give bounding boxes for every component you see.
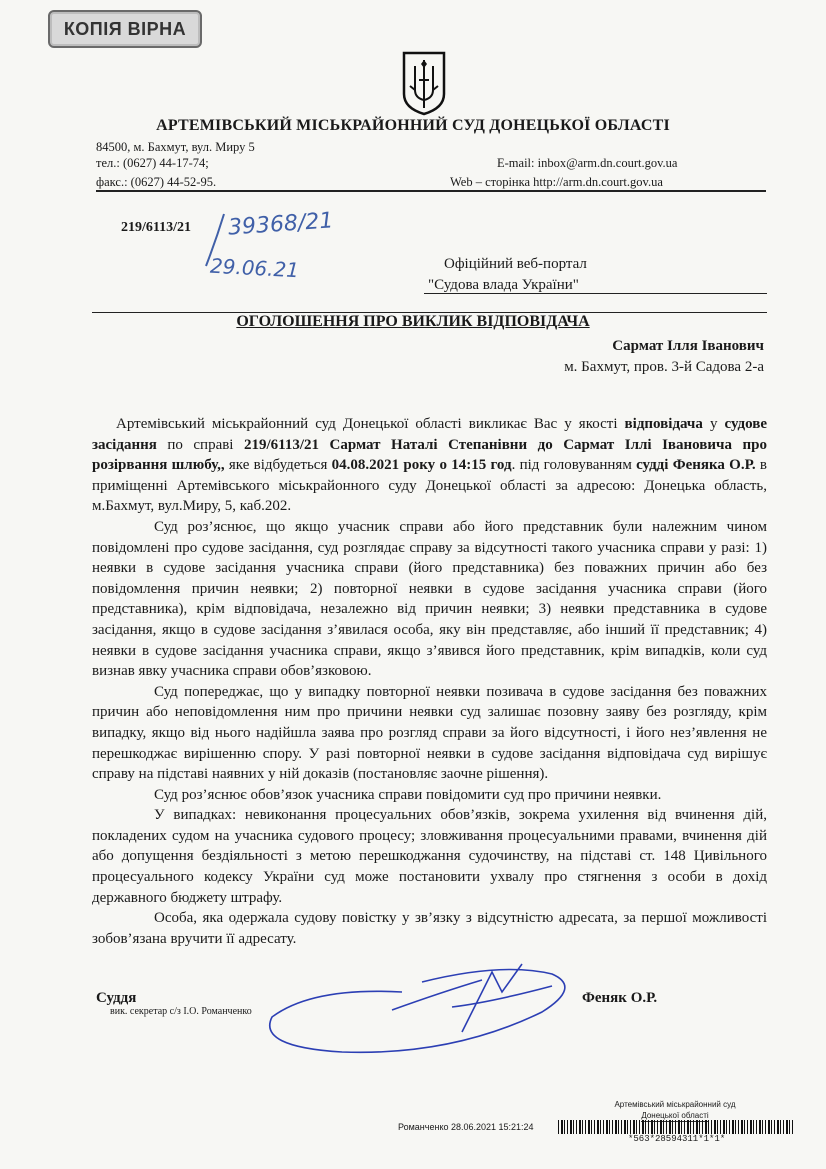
judge-name: Феняк О.Р. — [582, 990, 658, 1006]
paragraph-fine: У випадках: невиконання процесуальних обов’язків, зокрема ухилення від вчинення дій, покладених судом на учасника судового процесу; зловживання процесуальними правами, вчинення дій або допущення бездіяльності з метою перешкоджання судочинству, на підставі ст. 148 Цивільного процесуального кодексу України суд може постановити ухвалу про стягнення з особи в дохід державного бюджету штрафу. — [92, 807, 767, 906]
notice-heading: ОГОЛОШЕННЯ ПРО ВИКЛИК ВІДПОВІДАЧА — [236, 313, 590, 330]
handwritten-reg-number: 39368/21 — [227, 208, 335, 241]
paragraph-warning: Суд попереджає, що у випадку повторної неявки позивача в судове засідання без поважних причин або неповідомлення ним про причини неявки суд залишає позовну заяву без розгляду, крім випадку, якщо від нього надійшла заява про розгляд справи за його відсутності, і його нез’явлення не перешкоджає вирішенню спору. У разі повторної неявки в судове засідання відповідача суд вирішує справу на підставі наявних у ній доказів (постановляє заочне рішення). — [92, 683, 767, 783]
addressee-address: м. Бахмут, пров. 3-й Садова 2-а — [564, 359, 764, 375]
text-fragment: відповідача — [624, 416, 703, 432]
case-number: 219/6113/21 — [121, 220, 192, 235]
court-name: АРТЕМІВСЬКИЙ МІСЬКРАЙОННИЙ СУД ДОНЕЦЬКОЇ ОБЛАСТІ — [156, 117, 670, 134]
copy-certified-stamp: КОПІЯ ВІРНА — [48, 10, 202, 48]
secretary-line: вик. секретар с/з І.О. Романченко — [110, 1006, 252, 1017]
text-fragment: яке відбудеться — [224, 457, 332, 474]
addressee-name: Сармат Ілля Іванович — [612, 338, 764, 354]
court-website: Web – сторінка http://arm.dn.court.gov.ua — [450, 175, 663, 189]
text-fragment: в приміщенні Артемівського міськрайонного суду Донецької області за адресою: Донецька область, м.Бахмут, вул.Миру, 5, каб.202. — [92, 457, 767, 515]
recipient-block — [428, 254, 587, 296]
text-fragment: 219/6113/21 Сармат Наталі Степанівни до Сармат Іллі Івановича про розірвання шлюбу,, — [92, 436, 767, 474]
text-fragment: судді Феняка О.Р. — [636, 457, 756, 474]
header-divider — [96, 190, 766, 192]
handwritten-signature — [252, 952, 592, 1060]
paragraph-duty: Суд роз’яснює обов’язок учасника справи повідомити суд про причини неявки. — [154, 786, 662, 803]
recipient-line2: "Судова влада України" — [428, 277, 579, 293]
handwritten-date: 29.06.21 — [209, 253, 300, 283]
coat-of-arms-icon — [401, 50, 447, 116]
text-fragment: у — [702, 416, 725, 432]
text-fragment: . під головуванням — [511, 457, 637, 474]
recipient-line1: Офіційний веб-портал — [444, 256, 587, 272]
footer-court-line2: Донецької області — [641, 1111, 709, 1120]
footer-court-line1: Артемівський міськрайонний суд — [614, 1100, 736, 1109]
text-fragment: Артемівський міськрайонний суд Донецької області викликає Вас у якості — [116, 416, 625, 432]
barcode — [558, 1120, 794, 1134]
court-fax: факс.: (0627) 44-52-95. — [96, 175, 217, 189]
paragraph-absence-rules: Суд роз’яснює, що якщо учасник справи або його представник були належним чином повідомлені про судове засідання, суд розглядає справу за відсутності такого учасника справи у разі: 1) неявки в судове засідання учасника справи (його представника) без поважних причин або без повідомлення причин неявки; 2) повторної неявки в судове засідання учасника справи (його представника), крім відповідача, незалежно від причин неявки; 3) неявки представника в судове засідання, якщо в судове засідання з’явилася особа, яку він представляє, або інший її представник; 4) неявки в судове засідання учасника справи, якщо з’явився його представник, крім випадків, коли суд визнав явку учасника справи обов’язковою. — [92, 518, 767, 680]
barcode-number: *563*28594311*1*1* — [628, 1134, 726, 1144]
text-fragment: судове засідання — [92, 416, 767, 453]
court-email: E-mail: inbox@arm.dn.court.gov.ua — [497, 156, 678, 170]
court-address: 84500, м. Бахмут, вул. Миру 5 — [96, 140, 255, 154]
addressee-block — [564, 336, 764, 378]
paragraph-delivery: Особа, яка одержала судову повістку у зв’язку з відсутністю адресата, за першої можливості зобов’язана вручити її адресату. — [92, 910, 767, 947]
notice-body — [92, 414, 767, 949]
signature-role: Суддя — [96, 990, 137, 1006]
court-phone: тел.: (0627) 44-17-74; — [96, 156, 209, 170]
text-fragment: 04.08.2021 року о 14:15 год — [331, 457, 512, 474]
recipient-divider — [424, 293, 767, 294]
text-fragment: по справі — [156, 436, 244, 453]
paragraph-summons — [92, 414, 767, 517]
footer-timestamp: Романченко 28.06.2021 15:21:24 — [398, 1122, 534, 1132]
footer-court — [590, 1099, 760, 1122]
